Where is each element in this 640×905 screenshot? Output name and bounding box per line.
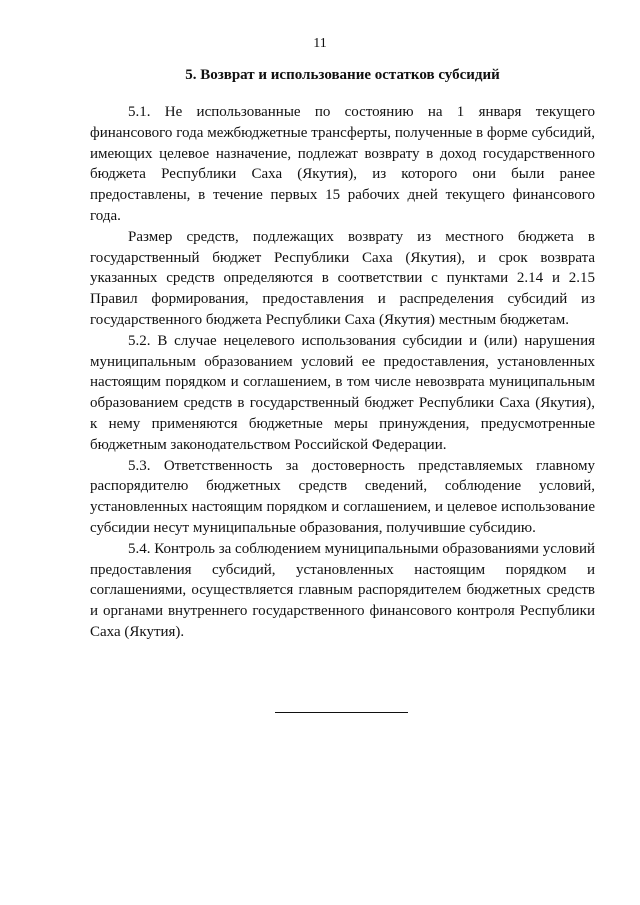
paragraph-5-4: 5.4. Контроль за соблюдением муниципальными образованиями условий предоставления субсидий, установленных настоящим порядком и соглашениями, осуществляется главным распорядителем бюджетных средств и органами внутреннего государственного финансового контроля Республики Саха (Якутия).	[90, 540, 595, 640]
paragraph-refund-amount: Размер средств, подлежащих возврату из местного бюджета в государственный бюджет Республики Саха (Якутия), и срок возврата указанных средств определяются в соответствии с пунктами 2.14 и 2.15 Правил формирования, предоставления и распределения субсидий из государственного бюджета Республики Саха (Якутия) местным бюджетам.	[90, 228, 595, 328]
document-body	[90, 102, 595, 643]
page-number: 11	[313, 36, 327, 51]
section-title: 5. Возврат и использование остатков субсидий	[185, 67, 500, 83]
paragraph-5-3: 5.3. Ответственность за достоверность представляемых главному распорядителю бюджетных средств сведений, соблюдение условий, установленных настоящим порядком и соглашением, и целевое использование субсидии несут муниципальные образования, получившие субсидию.	[90, 457, 595, 536]
paragraph-5-1: 5.1. Не использованные по состоянию на 1 января текущего финансового года межбюджетные трансферты, полученные в форме субсидий, имеющих целевое назначение, подлежат возврату в доход государственного бюджета Республики Саха (Якутия), из которого они были ранее предоставлены, в течение первых 15 рабочих дней текущего финансового года.	[90, 104, 595, 224]
paragraph-5-2: 5.2. В случае нецелевого использования субсидии и (или) нарушения муниципальным образованием условий ее предоставления, установленных настоящим порядком и соглашением, в том числе невозврата муниципальным образованием средств в государственный бюджет Республики Саха (Якутия), к нему применяются бюджетные меры принуждения, предусмотренные бюджетным законодательством Российской Федерации.	[90, 332, 595, 453]
end-of-document-rule	[275, 712, 408, 713]
